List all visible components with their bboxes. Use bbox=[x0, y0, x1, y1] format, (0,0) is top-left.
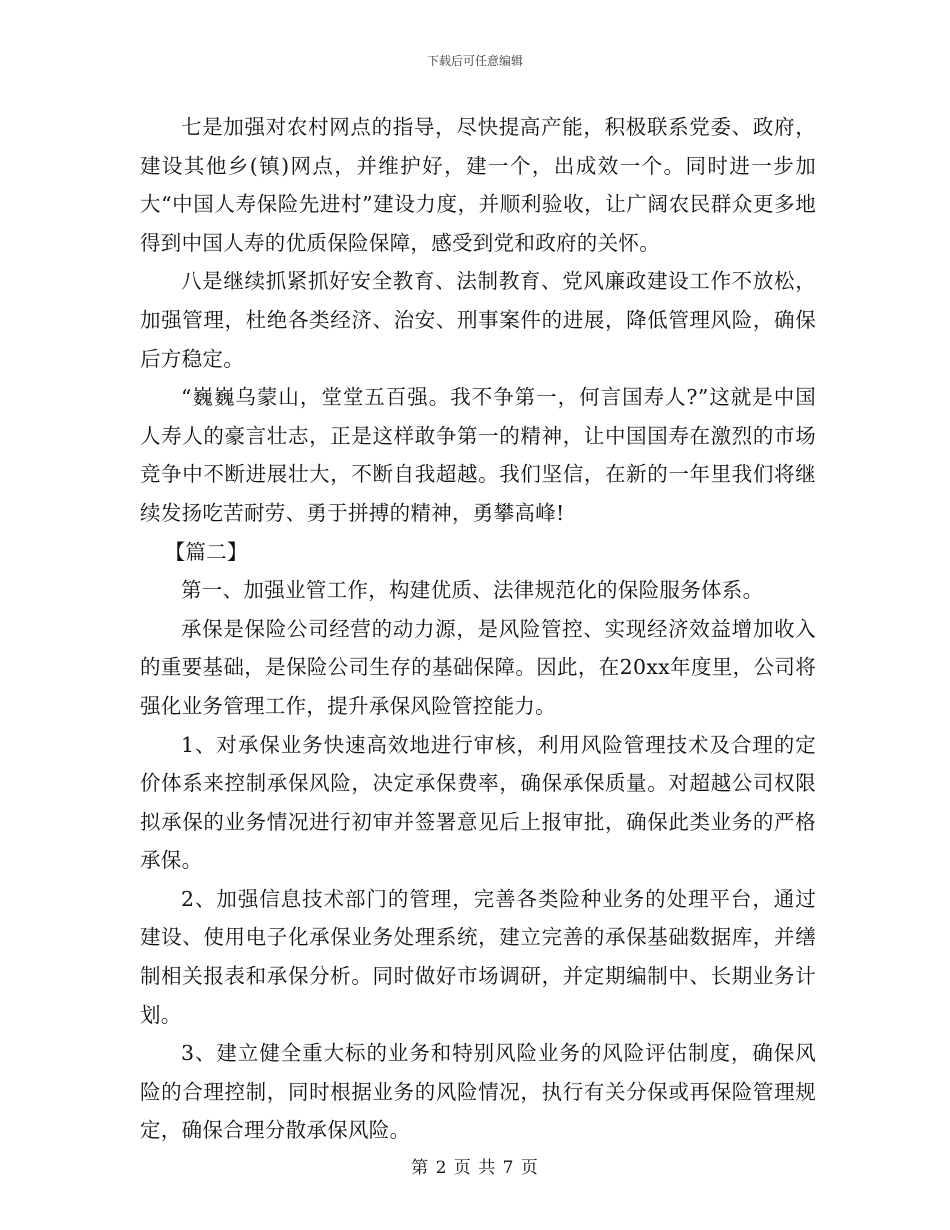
paragraph-numbered-3: 3、建立健全重大标的业务和特别风险业务的风险评估制度，确保风险的合理控制，同时根据业务的风险情况，执行有关分保或再保险管理规定，确保合理分散承保风险。 bbox=[140, 1041, 816, 1143]
page-header: 下载后可任意编辑 bbox=[426, 54, 523, 68]
paragraph-closing-quote: “巍巍乌蒙山，堂堂五百强。我不争第一，何言国寿人?”这就是中国人寿人的豪言壮志，正是这样敢争第一的精神，让中国国寿在激烈的市场竞争中不断进展壮大，不断自我超越。我们坚信，在新的一年里我们将继续发扬吃苦耐劳、勇于拼搏的精神，勇攀高峰! bbox=[140, 385, 816, 525]
page-number-footer: 第 2 页 共 7 页 bbox=[411, 1158, 539, 1178]
paragraph-numbered-1: 1、对承保业务快速高效地进行审核，利用风险管理技术及合理的定价体系来控制承保风险，决定承保费率，确保承保质量。对超越公司权限拟承保的业务情况进行初审并签署意见后上报审批，确保此类业务的严格承保。 bbox=[140, 732, 816, 873]
section-heading: 【篇二】 bbox=[164, 539, 248, 564]
paragraph-numbered-2: 2、加强信息技术部门的管理，完善各类险种业务的处理平台，通过建设、使用电子化承保业务处理系统，建立完善的承保基础数据库，并缮制相关报表和承保分析。同时做好市场调研，并定期编制中、长期业务计划。 bbox=[140, 886, 816, 1027]
paragraph-item-seven: 七是加强对农村网点的指导，尽快提高产能，积极联系党委、政府，建设其他乡(镇)网点，并维护好，建一个，出成效一个。同时进一步加大“中国人寿保险先进村”建设力度，并顺利验收，让广阔农民群众更多地得到中国人寿的优质保险保障，感受到党和政府的关怀。 bbox=[140, 115, 816, 255]
paragraph-item-eight: 八是继续抓紧抓好安全教育、法制教育、党风廉政建设工作不放松，加强管理，杜绝各类经济、治安、刑事案件的进展，降低管理风险，确保后方稳定。 bbox=[140, 269, 816, 371]
document-body bbox=[140, 108, 816, 1150]
paragraph-first-point: 第一、加强业管工作，构建优质、法律规范化的保险服务体系。 bbox=[181, 578, 764, 603]
paragraph-underwriting-intro: 承保是保险公司经营的动力源，是风险管控、实现经济效益增加收入的重要基础，是保险公司生存的基础保障。因此，在20xx年度里，公司将强化业务管理工作，提升承保风险管控能力。 bbox=[140, 616, 816, 718]
